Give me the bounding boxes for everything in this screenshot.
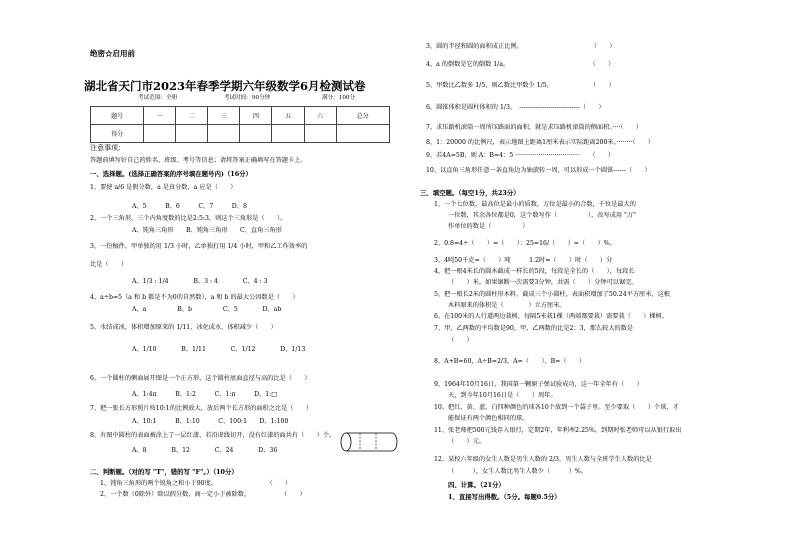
question: 11、张老师把500元钱存入银行，定期2年，年利率2.25%，到期时张老师可以从银行取出 [434, 427, 682, 434]
question: 5、把一根长2米的圆柱形木料，截成三个小圆柱，表面积增加了50.24平方厘米，这根 [434, 291, 670, 298]
table-row [91, 107, 390, 125]
question: 5、水结成冰，体积增加原来的 1/11，冰化成水，体积减少（ ） [90, 324, 277, 331]
left-column [86, 0, 408, 550]
question: 4、a÷b=5（a 和 b 都是不为0的自然数），a 和 b 的最大公因数是（ ） [90, 294, 299, 301]
table-cell: 二 [176, 107, 208, 125]
question-cont: 作单位的数是（ ） [448, 223, 529, 230]
options: A、10:1 B、1:10 C、100:1 D、1:100 [132, 418, 289, 425]
cylinder-figure [340, 431, 398, 453]
question: 8、A+B=60，A÷B=2/3，A=（ ），B=（ ） [434, 358, 586, 365]
notes-label: 注意事项： [90, 144, 125, 152]
options: A、1:4π B、1:2 C、1:π D、1:□ [132, 391, 278, 398]
subsection-calc: 1、直接写出得数。（5分。每题0.5分） [448, 493, 561, 501]
question: 2、0.8=4÷（ ）=（ ）：25=16/（ ）=（ ）%。 [434, 240, 616, 247]
question: 1、要使 a/6 是假分数，a 是真分数，a 应是（ ） [90, 184, 237, 191]
score-input-cell[interactable] [304, 125, 336, 143]
question: 6、一个圆柱的侧面展开图是一个正方形，这个圆柱底面直径与高的比是（ ） [90, 375, 311, 382]
score-input-cell[interactable] [240, 125, 272, 143]
exam-full-score: 满分：100分 [322, 95, 356, 101]
table-cell: 总分 [336, 107, 389, 125]
question-cont: （ ）元。 [448, 438, 486, 445]
exam-title: 湖北省天门市2023年春季学期六年级数学6月检测试卷 [84, 79, 366, 93]
notes-line: 答题前填写好自己的姓名、班级、考号等信息；请将答案正确填写在答题卡上。 [90, 157, 307, 164]
table-cell: 六 [304, 107, 336, 125]
table-cell: 题号 [91, 107, 144, 125]
section-fill: 三、填空题。（每空1分，共23分） [420, 189, 520, 197]
question-cont: 木料原来的体积是（ ）立方厘米。 [448, 302, 566, 309]
table-cell: 三 [208, 107, 240, 125]
question: 9、若4A=5B，则 A：B=4：5 ································· （ ） [426, 152, 615, 159]
question: 10、把红、黄、蓝、白四种颜色的球各10个放到一个袋子里。至少要取（ ）个球，才 [434, 404, 679, 411]
question-cont: （ ） [448, 337, 473, 344]
question: 3、圆的半径和圆的面积成正比例。 （ ） [426, 43, 616, 50]
question: 1、一个七位数，最高位是最小的质数，万位是最小的合数，千位是最大的 [434, 201, 636, 208]
question: 4、a 的倒数是它的倒数 1/a。 （ ） [426, 61, 615, 68]
question-cont: 天，到今年10月16日是（ ）周年。 [448, 392, 557, 399]
question: 3、一份稿件，甲单独的用 1/3 小时，乙单独打用 1/4 小时，甲和乙工作效率的 [90, 243, 308, 250]
question-cont: （ ），女生人数比男生人数少（ ）%。 [448, 468, 587, 475]
score-input-cell[interactable] [176, 125, 208, 143]
right-column [420, 0, 720, 550]
question: 7、把一张长方形照片按10:1的比例放大，放后两个长方形的面积之比是（ ） [90, 405, 313, 412]
question-cont: 比是（ ） [90, 261, 128, 268]
question: 10、以直角三角形任意一条直角边为轴旋转一周，可以形成一个圆锥------（ ） [426, 167, 651, 174]
question: 3、4吨50千克=（ ）吨 1.2时=（ ）时（ ）分 [434, 257, 613, 264]
question: 6、圆锥体积是圆柱体积的 1/3。 -----------------------------（ ） [426, 104, 605, 111]
score-input-cell[interactable] [336, 125, 389, 143]
question: 4、把一根4米长的圆木截成一样长的5段，每段是全长的（ ），每段长 [434, 268, 635, 275]
options: A、5 B、6 C、7 D、8 [132, 203, 247, 210]
secret-label: 绝密☆启用前 [90, 49, 135, 58]
question: 1、钝角三角形的两个锐角之和小于90度。 （ ） [100, 480, 292, 487]
question: 6、在100米的人行道两边栽树，每隔5米栽1棵（两端都要栽）需要栽（ ）棵树。 [434, 313, 668, 320]
question: 8、有图中圆柱的表面被涂上了一层红漆，若沿虚线切开，没有红漆的面共有（ ）个。 [90, 432, 336, 439]
options: A、a B、b C、5 D、ab [132, 306, 282, 313]
question: 12、某校六年级的女生人数是男生人数的 2/3，男生人数与全班学生人数的比是 [434, 456, 652, 463]
question: 2、一个三角形，三个内角度数的比是2:5:3，则这个三角形是（ ）。 [90, 215, 287, 222]
score-input-cell[interactable] [272, 125, 304, 143]
section-judge: 二、判断题。（对的写 "T"，错的写 "F"。）（10分） [90, 468, 238, 476]
table-cell: 四 [240, 107, 272, 125]
question: 5、甲数比乙数多 1/5，则乙数比甲数少 1/5。 （ ） [426, 82, 615, 89]
table-cell: 五 [272, 107, 304, 125]
options: A、钝角三角形 B、钝角三角形 C、直角三角形 [132, 227, 282, 234]
question: 7、求压路机滚筒一周所压路面的面积，就是求压路机滚筒的侧面积。····（ ） [426, 124, 642, 131]
options: A、8 B、12 C、24 D、36 [132, 447, 278, 454]
table-row [91, 125, 390, 143]
table-cell: 一 [144, 107, 176, 125]
section-choice: 一、选择题。(选择正确答案的序号填在题号内)（16分） [90, 170, 252, 178]
question-cont: 能保证有两个颜色相同的球。 [448, 415, 529, 422]
score-table [90, 106, 390, 143]
section-calc: 四、计算。（21分） [448, 481, 505, 489]
question-cont: 一位数，其余各位都是0，这个数写作（ ），改写成用 "万" [448, 212, 636, 219]
exam-scope: 考试范围：全册 [138, 95, 178, 101]
exam-time: 考试时间：90分钟 [224, 95, 271, 101]
question: 7、甲、乙两数的平均数是90，甲、乙两数的比是2：3，那么较大的数是 [434, 325, 634, 332]
question: 8、1：20000 的比例尺，表示地图上距离1厘米表示实际距离200米。········（ ） [426, 139, 655, 146]
question-cont: （ ）米。如果锯断一次需要3分钟，共需（ ）分钟可以锯完。 [448, 279, 638, 286]
table-cell: 得分 [91, 125, 144, 143]
options: A、1/3 : 1/4 B、3 : 4 C、4 : 3 [132, 278, 268, 285]
question: 9、1964年10月16日，我国第一颗原子弹试验成功，这一年全年有（ ） [434, 381, 643, 388]
score-input-cell[interactable] [208, 125, 240, 143]
options: A、1/10 B、1/11 C、1/12 D、1/13 [132, 346, 306, 353]
question: 2、一个数（0除外）除以假分数，商一定小于被除数。 （ ） [100, 491, 306, 498]
score-input-cell[interactable] [144, 125, 176, 143]
